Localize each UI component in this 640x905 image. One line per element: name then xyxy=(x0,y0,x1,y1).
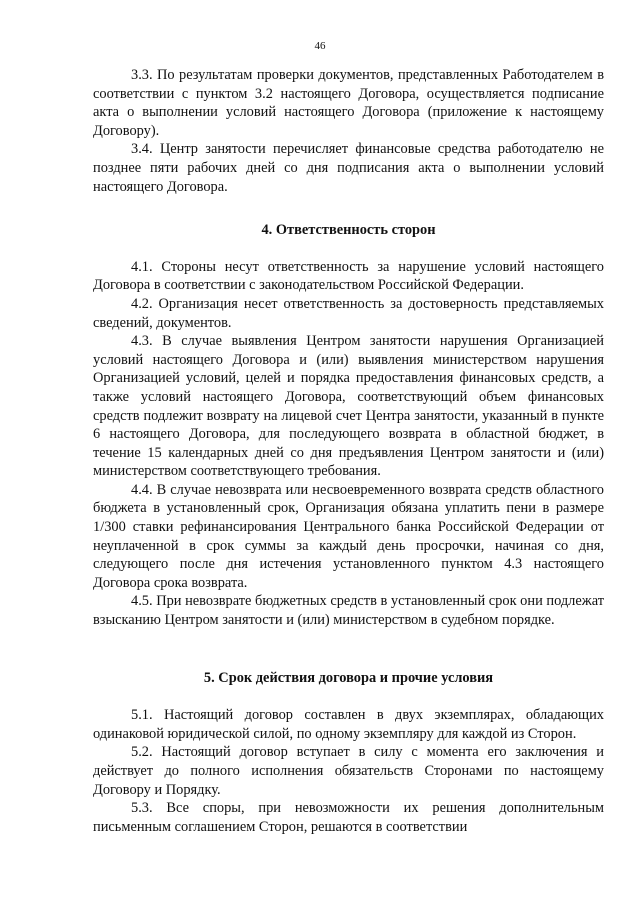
page-number: 46 xyxy=(314,40,326,52)
section-5-heading: 5. Срок действия договора и прочие условия xyxy=(203,669,494,686)
paragraph-3-4: 3.4. Центр занятости перечисляет финансовые средства работодателю не позднее пяти рабочих дней со дня подписания акта о выполнении условий настоящего Договора. xyxy=(93,141,604,195)
paragraph-5-1: 5.1. Настоящий договор составлен в двух экземплярах, обладающих одинаковой юридической силой, по одному экземпляру для каждой из Сторон. xyxy=(93,707,604,742)
paragraph-5-2: 5.2. Настоящий договор вступает в силу с момента его заключения и действует до полного исполнения обязательств Сторонами по настоящему Договору и Порядку. xyxy=(93,744,604,798)
paragraph-4-4: 4.4. В случае невозврата или несвоевременного возврата средств областного бюджета в установленный срок, Организация обязана уплатить пени в размере 1/300 ставки рефинансирования Центрального банка Российской Федерации от неуплаченной в срок суммы за каждый день просрочки, начиная со дня, следующего после дня истечения установленного пунктом 4.3 настоящего Договора срока возврата. xyxy=(93,481,604,591)
paragraph-4-3: 4.3. В случае выявления Центром занятости нарушения Организацией условий настоящего Договора и (или) выявления министерством нарушения Организацией условий, целей и порядка предоставления финансовых средств, а также условий настоящего Договора, соответствующий объем финансовых средств подлежит возврату на лицевой счет Центра занятости, указанный в пункте 6 настоящего Договора, для последующего возврата в областной бюджет, в течение 15 календарных дней со дня предъявления Центром занятости и (или) министерством соответствующего требования. xyxy=(93,333,604,480)
paragraph-4-1: 4.1. Стороны несут ответственность за нарушение условий настоящего Договора в соответствии с законодательством Российской Федерации. xyxy=(93,258,604,294)
document-body xyxy=(93,66,604,836)
section-4-heading: 4. Ответственность сторон xyxy=(261,222,436,239)
paragraph-4-2: 4.2. Организация несет ответственность за достоверность представляемых сведений, документов. xyxy=(93,295,604,331)
paragraph-4-5: 4.5. При невозврате бюджетных средств в установленный срок они подлежат взысканию Центром занятости и (или) министерством в судебном порядке. xyxy=(93,593,604,629)
paragraph-5-3: 5.3. Все споры, при невозможности их решения дополнительным письменным соглашением Сторон, решаются в соответствии xyxy=(93,800,604,835)
paragraph-3-3: 3.3. По результатам проверки документов, представленных Работодателем в соответствии с пунктом 3.2 настоящего Договора, осуществляется подписание акта о выполнении условий настоящего Договора (приложение к настоящему Договору). xyxy=(93,67,604,139)
